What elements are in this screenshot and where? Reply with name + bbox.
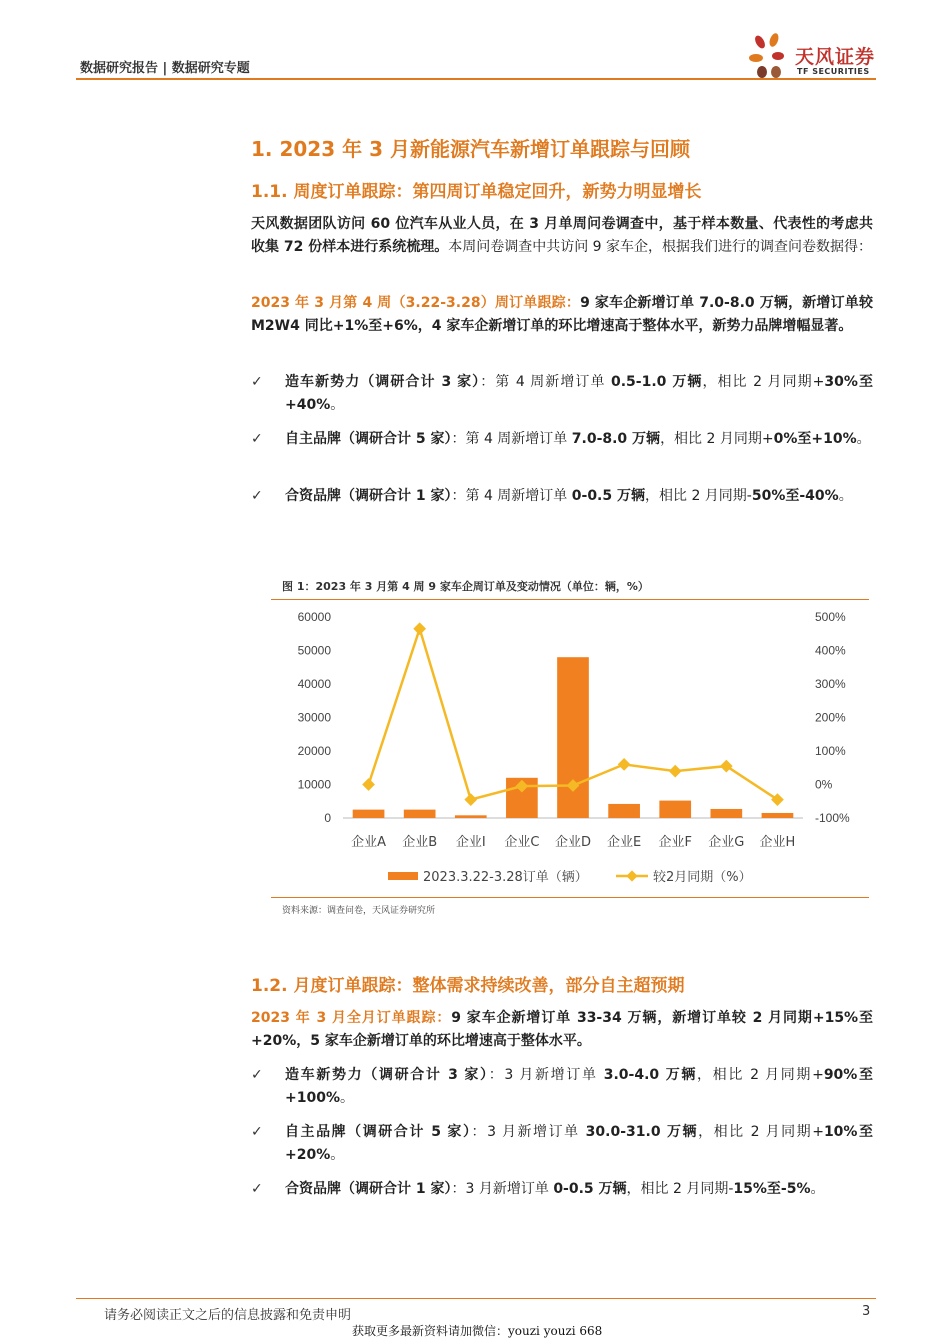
x-tick-label: 企业G	[708, 835, 745, 850]
bar-企业B	[404, 810, 436, 818]
bar-企业G	[710, 809, 742, 818]
line-point-企业E	[618, 758, 631, 771]
y-tick-label: 50000	[297, 643, 331, 658]
line-point-企业G	[720, 760, 733, 773]
y-tick-label: 30000	[297, 710, 331, 725]
y2-tick-label: 0%	[815, 777, 833, 792]
legend-line-marker	[626, 870, 637, 881]
section-1-1-title: 1.1. 周度订单跟踪：第四周订单稳定回升，新势力明显增长	[251, 182, 702, 202]
y2-tick-label: 400%	[815, 643, 846, 658]
check-icon: ✓	[251, 431, 263, 447]
monthly-summary-label: 2023 年 3 月全月订单跟踪：	[251, 1010, 452, 1026]
footer-divider	[76, 1298, 876, 1299]
y2-tick-label: 100%	[815, 744, 846, 758]
section-1-title: 1. 2023 年 3 月新能源汽车新增订单跟踪与回顾	[251, 137, 690, 161]
watermark-text: 获取更多最新资料请加微信：youzi youzi 668	[352, 1324, 603, 1338]
intro-bold: 天风数据团队访问 60 位汽车从业人员，在 3 月单周问卷调查中，基于样本数量、代表性的考虑共收集 72 份样本进行系统梳理。	[251, 216, 873, 255]
bar-企业E	[608, 804, 640, 818]
y2-tick-label: 500%	[815, 610, 846, 624]
intro-paragraph	[251, 213, 873, 259]
footer-disclaimer: 请务必阅读正文之后的信息披露和免责申明	[104, 1308, 352, 1323]
weekly-bullet-new-forces: ✓ 造车新势力（调研合计 3 家）：第 4 周新增订单 0.5-1.0 万辆，相比 2 月同期+30%至+40%。	[251, 371, 873, 417]
bar-企业A	[353, 810, 385, 818]
check-icon: ✓	[251, 1124, 263, 1140]
intro-rest: 本周问卷调查中共访问 9 家车企，根据我们进行的调查问卷数据得：	[448, 239, 873, 255]
y2-tick-label: 300%	[815, 677, 846, 691]
weekly-summary	[251, 292, 873, 338]
weekly-bullet-joint-venture: ✓ 合资品牌（调研合计 1 家）：第 4 周新增订单 0-0.5 万辆，相比 2 月同期-50%至-40%。	[251, 485, 873, 508]
monthly-bullet-joint-venture: ✓ 合资品牌（调研合计 1 家）：3 月新增订单 0-0.5 万辆，相比 2 月同期-15%至-5%。	[251, 1178, 873, 1201]
y2-tick-label: 200%	[815, 710, 846, 725]
y-tick-label: 10000	[297, 777, 331, 792]
y-tick-label: 20000	[297, 744, 331, 758]
x-tick-label: 企业D	[554, 835, 592, 850]
x-tick-label: 企业E	[607, 835, 642, 850]
monthly-bullet-domestic: ✓ 自主品牌（调研合计 5 家）：3 月新增订单 30.0-31.0 万辆，相比 2 月同期+10%至+20%。	[251, 1121, 873, 1167]
weekly-summary-label: 2023 年 3 月第 4 周（3.22-3.28）周订单跟踪：	[251, 295, 581, 311]
monthly-summary-text: 9 家车企新增订单 33-34 万辆，新增订单较 2 月同期+15%至+20%，5 家车企新增订单的环比增速高于整体水平。	[251, 1010, 873, 1049]
order-chart	[271, 600, 869, 896]
check-icon: ✓	[251, 1067, 263, 1083]
check-icon: ✓	[251, 1181, 263, 1197]
monthly-summary	[251, 1007, 873, 1053]
legend-bar-label: 2023.3.22-3.28订单（辆）	[423, 870, 588, 885]
legend-bar-swatch	[388, 872, 418, 880]
check-icon: ✓	[251, 374, 263, 390]
figure-caption: 图 1：2023 年 3 月第 4 周 9 家车企周订单及变动情况（单位：辆，%）	[282, 580, 649, 593]
logo-text: 天风证券	[795, 46, 876, 68]
x-tick-label: 企业B	[402, 835, 438, 850]
legend-line-label: 较2月同期（%）	[653, 870, 752, 885]
page-number: 3	[862, 1304, 871, 1319]
monthly-bullet-new-forces: ✓ 造车新势力（调研合计 3 家）：3 月新增订单 3.0-4.0 万辆，相比 2 月同期+90%至+100%。	[251, 1064, 873, 1110]
line-point-企业F	[669, 765, 682, 778]
y-tick-label: 0	[324, 811, 331, 825]
bar-企业H	[762, 813, 794, 818]
line-point-企业H	[771, 793, 784, 806]
weekly-summary-text: 9 家车企新增订单 7.0-8.0 万辆，新增订单较 M2W4 同比+1%至+6%，4 家车企新增订单的环比增速高于整体水平，新势力品牌增幅显著。	[251, 295, 873, 334]
x-tick-label: 企业C	[504, 835, 540, 850]
x-tick-label: 企业A	[351, 835, 387, 850]
bar-企业F	[659, 801, 691, 818]
y-tick-label: 60000	[297, 610, 331, 624]
logo-subtext: TF SECURITIES	[797, 67, 870, 76]
y-tick-label: 40000	[297, 677, 331, 691]
figure-source: 资料来源：调查问卷，天风证券研究所	[282, 906, 436, 916]
x-tick-label: 企业I	[455, 835, 486, 850]
bar-企业I	[455, 815, 487, 818]
check-icon: ✓	[251, 488, 263, 504]
line-point-企业I	[464, 793, 477, 806]
report-header-title: 数据研究报告 | 数据研究专题	[80, 61, 250, 76]
line-point-企业B	[413, 622, 426, 635]
bar-企业D	[557, 657, 589, 818]
x-tick-label: 企业F	[658, 835, 692, 850]
figure-bottom-rule	[271, 897, 869, 898]
weekly-bullet-domestic: ✓ 自主品牌（调研合计 5 家）：第 4 周新增订单 7.0-8.0 万辆，相比 2 月同期+0%至+10%。	[251, 428, 873, 451]
y2-tick-label: -100%	[815, 811, 850, 825]
line-point-企业A	[362, 778, 375, 791]
section-1-2-title: 1.2. 月度订单跟踪：整体需求持续改善，部分自主超预期	[251, 976, 685, 996]
x-tick-label: 企业H	[759, 835, 796, 850]
